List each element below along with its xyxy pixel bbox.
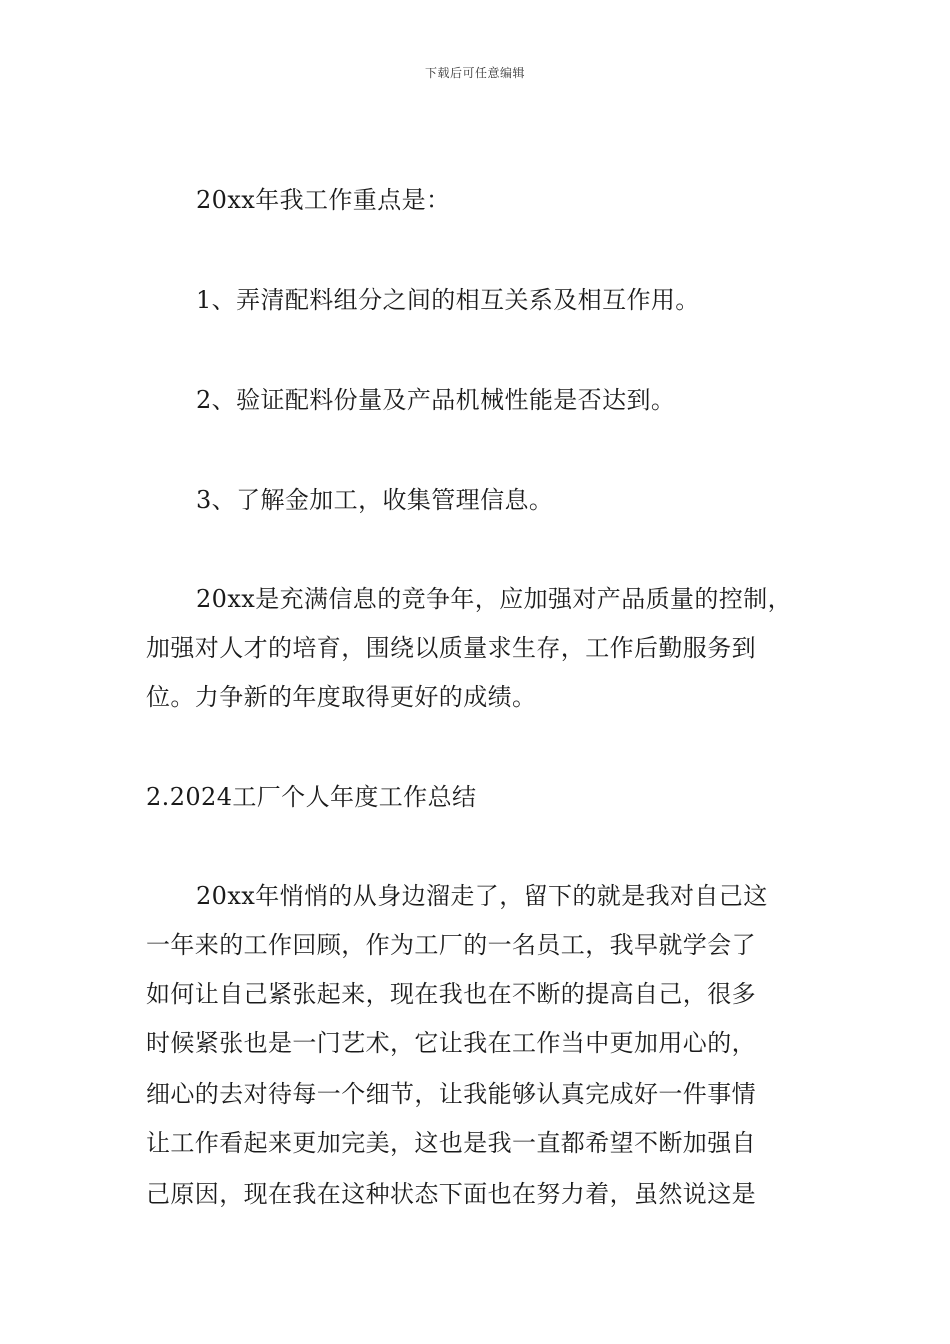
focus-item-1: 1、弄清配料组分之间的相互关系及相互作用。 <box>196 286 700 314</box>
section-paragraph-line-1: 20xx年悄悄的从身边溜走了，留下的就是我对自己这 <box>196 882 768 910</box>
focus-item-3: 3、了解金加工，收集管理信息。 <box>196 486 554 514</box>
section-paragraph-line-4: 时候紧张也是一门艺术，它让我在工作当中更加用心的， <box>146 1029 756 1057</box>
focus-heading: 20xx年我工作重点是： <box>196 186 451 214</box>
header-note: 下载后可任意编辑 <box>424 66 525 80</box>
section-paragraph-line-7: 己原因，现在我在这种状态下面也在努力着，虽然说这是 <box>146 1180 756 1208</box>
focus-item-2: 2、验证配料份量及产品机械性能是否达到。 <box>196 386 676 414</box>
closing-paragraph-line-1: 20xx是充满信息的竞争年，应加强对产品质量的控制， <box>196 585 793 613</box>
section-paragraph-line-6: 让工作看起来更加完美，这也是我一直都希望不断加强自 <box>146 1129 756 1157</box>
section-paragraph-line-2: 一年来的工作回顾，作为工厂的一名员工，我早就学会了 <box>146 931 756 959</box>
section-paragraph-line-5: 细心的去对待每一个细节，让我能够认真完成好一件事情 <box>146 1080 756 1108</box>
closing-paragraph-line-3: 位。力争新的年度取得更好的成绩。 <box>146 683 537 711</box>
closing-paragraph-line-2: 加强对人才的培育，围绕以质量求生存，工作后勤服务到 <box>146 634 756 662</box>
section-paragraph-line-3: 如何让自己紧张起来，现在我也在不断的提高自己，很多 <box>146 980 756 1008</box>
section-title: 2.2024工厂个人年度工作总结 <box>146 783 477 811</box>
